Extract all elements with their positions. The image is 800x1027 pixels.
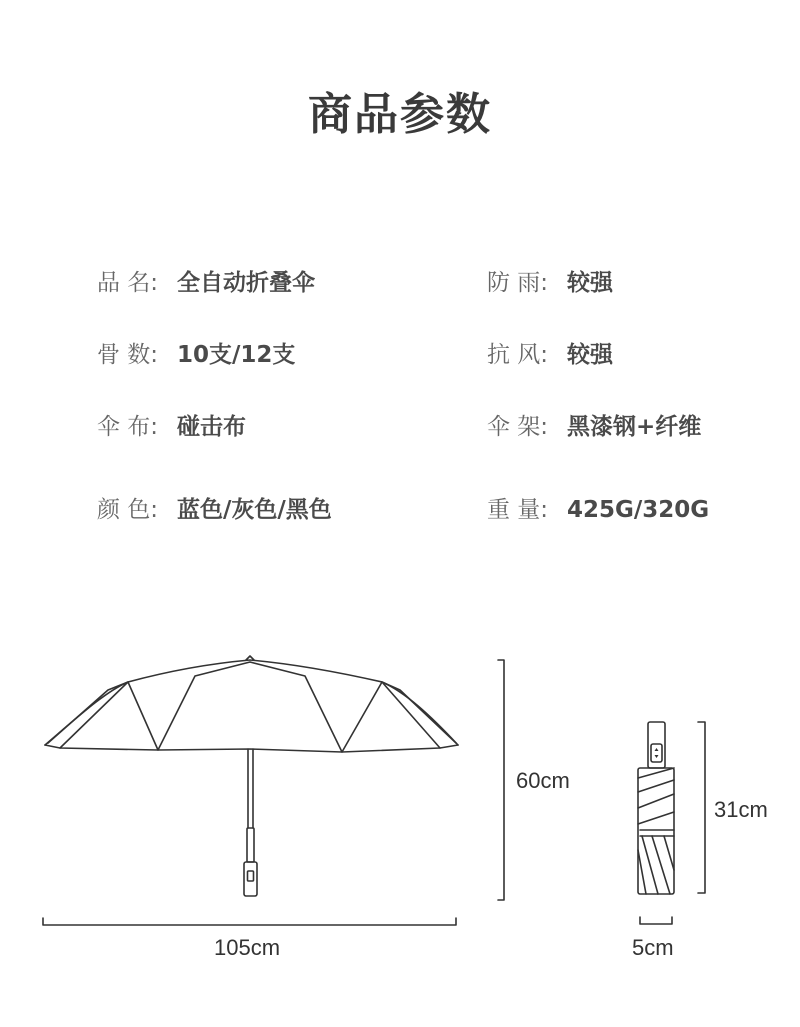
param-label: 伞 架: xyxy=(487,414,549,440)
param-label: 防 雨: xyxy=(487,270,549,296)
param-label: 颜 色: xyxy=(97,497,159,523)
param-label: 伞 布: xyxy=(97,414,159,440)
param-value: 蓝色/灰色/黑色 xyxy=(177,497,332,523)
folded-length-dimension-line xyxy=(698,722,705,893)
page-title: 商品参数 xyxy=(308,89,492,140)
param-value: 碰击布 xyxy=(177,414,246,440)
param-label: 品 名: xyxy=(97,270,159,296)
param-label: 骨 数: xyxy=(97,342,159,368)
folded-width-label: 5cm xyxy=(632,935,674,960)
folded-width-dimension-line xyxy=(640,917,672,924)
param-value: 较强 xyxy=(567,342,613,368)
folded-length-label: 31cm xyxy=(714,797,768,822)
height-dimension-line xyxy=(498,660,504,900)
param-label: 抗 风: xyxy=(487,342,549,368)
width-dimension-line xyxy=(43,918,456,925)
param-label: 重 量: xyxy=(487,497,549,523)
open-height-label: 60cm xyxy=(516,768,570,793)
open-width-label: 105cm xyxy=(214,935,281,960)
open-umbrella-icon xyxy=(45,656,458,896)
param-value: 全自动折叠伞 xyxy=(177,270,315,296)
param-value: 10支/12支 xyxy=(177,342,296,368)
param-value: 较强 xyxy=(567,270,613,296)
param-value: 黑漆钢+纤维 xyxy=(567,414,702,440)
folded-umbrella-icon xyxy=(638,722,674,894)
param-value: 425G/320G xyxy=(567,497,710,523)
